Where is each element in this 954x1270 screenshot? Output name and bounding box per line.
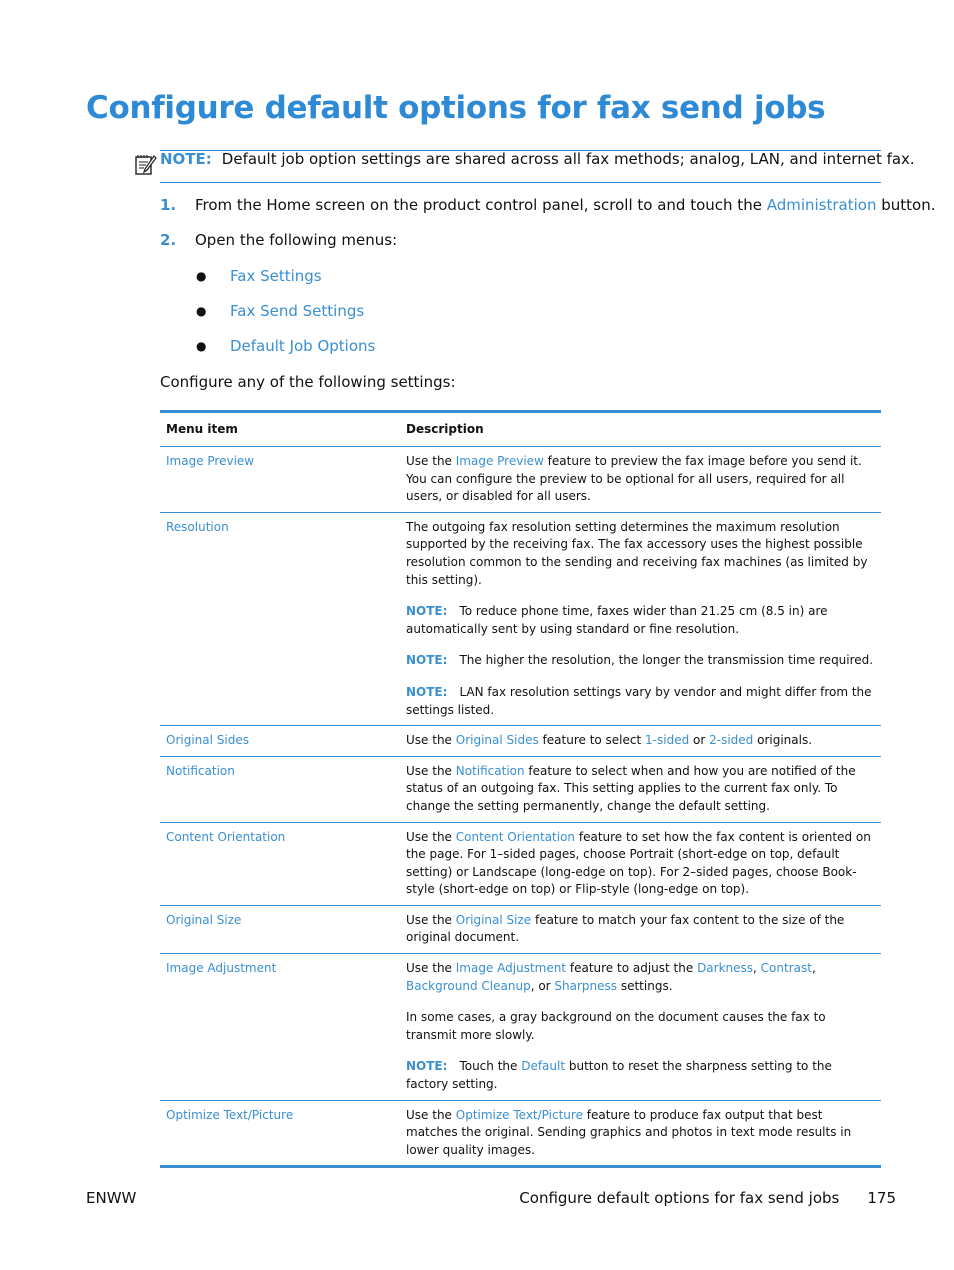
menu-item-link[interactable]: Content Orientation <box>166 829 286 844</box>
description-cell <box>400 726 881 756</box>
description-cell <box>400 954 881 1100</box>
table-row <box>160 823 881 906</box>
option-link[interactable]: Contrast <box>760 961 812 976</box>
note-label: NOTE: <box>406 1059 448 1074</box>
note-icon <box>134 152 158 176</box>
description-paragraph <box>406 603 877 638</box>
description-paragraph <box>406 1009 877 1044</box>
table-row <box>160 954 881 1101</box>
description-cell <box>400 906 881 953</box>
option-link[interactable]: Default <box>521 1059 566 1074</box>
table-row <box>160 726 881 757</box>
description-cell <box>400 513 881 725</box>
option-link[interactable]: Image Preview <box>455 454 544 468</box>
description-text: Use the <box>406 912 456 927</box>
description-paragraph <box>406 453 877 506</box>
description-text: feature to match your fax content to the size of the original document. <box>406 912 845 945</box>
description-text: button to reset the sharpness setting to the factory setting. <box>406 1059 832 1092</box>
bullet-icon: ● <box>196 339 207 353</box>
note <box>160 150 915 170</box>
administration-link[interactable]: Administration <box>766 196 877 214</box>
option-link[interactable]: Notification <box>455 763 525 778</box>
description-paragraph <box>406 732 877 750</box>
option-link[interactable]: Image Adjustment <box>455 961 567 976</box>
page-number: 175 <box>867 1189 896 1207</box>
menu-item-cell <box>160 906 400 953</box>
menu-item-link[interactable]: Original Sides <box>166 733 249 748</box>
step-1 <box>160 196 935 214</box>
menu-item-link[interactable]: Notification <box>166 763 235 778</box>
step-number: 1. <box>160 196 177 214</box>
note-bottom-rule <box>160 182 881 183</box>
description-text: LAN fax resolution settings vary by vendor and might differ from the settings listed. <box>406 684 872 717</box>
description-text: Use the <box>406 733 456 748</box>
option-link[interactable]: Original Sides <box>455 733 539 748</box>
description-text: Use the <box>406 454 456 468</box>
menu-item-link[interactable]: Optimize Text/Picture <box>166 1107 294 1122</box>
bullet-icon: ● <box>196 304 207 318</box>
description-text: settings. <box>617 978 673 993</box>
description-paragraph <box>406 960 877 995</box>
description-text: , <box>811 961 816 976</box>
page-title: Configure default options for fax send jobs <box>86 90 826 126</box>
description-text: feature to select when and how you are notified of the status of an outgoing fax. This setting applies to the current fax only. To change the setting permanently, change the default setting. <box>406 763 856 813</box>
bullet-icon: ● <box>196 269 207 283</box>
step-2 <box>160 231 397 249</box>
option-link[interactable]: Background Cleanup <box>406 978 531 993</box>
step-text: Open the following menus: <box>195 231 398 249</box>
description-text: In some cases, a gray background on the document causes the fax to transmit more slowly. <box>406 1010 826 1042</box>
description-text: Use the <box>406 1107 456 1122</box>
menu-link-default-job-options[interactable]: Default Job Options <box>230 337 376 355</box>
description-text: feature to preview the fax image before you send it. You can configure the preview to be optional for all users, required for all users, or disabled for all users. <box>406 454 862 504</box>
description-paragraph <box>406 1058 877 1093</box>
description-text: The higher the resolution, the longer the transmission time required. <box>459 653 874 668</box>
option-link[interactable]: Optimize Text/Picture <box>455 1107 583 1122</box>
description-cell <box>400 757 881 822</box>
menu-link-fax-settings[interactable]: Fax Settings <box>230 267 322 285</box>
menu-item-link[interactable]: Image Preview <box>166 454 255 468</box>
menu-item-link[interactable]: Resolution <box>166 519 229 534</box>
menu-item-link[interactable]: Original Size <box>166 912 242 927</box>
menu-bullet-item <box>196 302 364 320</box>
description-text: feature to adjust the <box>566 961 698 976</box>
table-body <box>160 447 881 1165</box>
description-cell <box>400 1101 881 1166</box>
menu-item-cell <box>160 823 400 905</box>
note-text: Default job option settings are shared across all fax methods; analog, LAN, and internet fax. <box>221 150 915 168</box>
description-text: feature to set how the fax content is oriented on the page. For 1–sided pages, choose Portrait (short-edge on top, default setting) or Landscape (long-edge on top). For 2–sided pages, choose Book-style (short-edge on top) or Flip-style (long-edge on top). <box>406 829 871 897</box>
column-header-menu-item: Menu item <box>166 421 238 436</box>
description-text: feature to produce fax output that best matches the original. Sending graphics and photos in text mode results in lower quality images. <box>406 1107 852 1157</box>
note-label: NOTE: <box>406 604 448 619</box>
description-text: originals. <box>753 733 813 748</box>
description-text: Touch the <box>459 1059 522 1074</box>
description-paragraph <box>406 684 877 719</box>
option-link[interactable]: Original Size <box>455 912 532 927</box>
description-paragraph <box>406 763 877 816</box>
option-link[interactable]: Sharpness <box>554 978 618 993</box>
menu-item-cell <box>160 513 400 725</box>
footer-chapter-title: Configure default options for fax send jobs <box>519 1189 840 1207</box>
option-link[interactable]: Content Orientation <box>455 829 576 844</box>
settings-table <box>160 410 881 1168</box>
table-row <box>160 757 881 823</box>
note-label: NOTE: <box>406 684 448 699</box>
description-text: Use the <box>406 829 456 844</box>
menu-item-link[interactable]: Image Adjustment <box>166 961 277 976</box>
menu-item-cell <box>160 726 400 756</box>
menu-item-cell <box>160 447 400 512</box>
table-header <box>160 413 881 447</box>
description-text: To reduce phone time, faxes wider than 21.25 cm (8.5 in) are automatically sent by using standard or fine resolution. <box>406 604 828 636</box>
menu-link-fax-send-settings[interactable]: Fax Send Settings <box>230 302 365 320</box>
footer-left: ENWW <box>86 1189 137 1207</box>
description-text: , or <box>530 978 555 993</box>
description-paragraph <box>406 519 877 589</box>
description-text: feature to select <box>538 733 646 748</box>
option-link[interactable]: Darkness <box>697 961 754 976</box>
description-paragraph <box>406 652 877 670</box>
menu-bullet-item <box>196 337 375 355</box>
table-row <box>160 447 881 513</box>
menu-item-cell <box>160 757 400 822</box>
menu-item-cell <box>160 1101 400 1166</box>
step-number: 2. <box>160 231 177 249</box>
footer-right <box>519 1189 896 1207</box>
step-text: From the Home screen on the product control panel, scroll to and touch the <box>195 196 767 214</box>
settings-intro: Configure any of the following settings: <box>160 373 456 391</box>
description-cell <box>400 447 881 512</box>
table-row <box>160 513 881 726</box>
note-label: NOTE: <box>160 150 212 168</box>
description-paragraph <box>406 1107 877 1160</box>
description-text: , <box>753 961 761 976</box>
description-text: or <box>689 733 710 748</box>
table-row <box>160 1101 881 1166</box>
column-header-description: Description <box>406 421 484 436</box>
description-text: Use the <box>406 763 456 778</box>
step-text-end: button. <box>876 196 936 214</box>
option-link[interactable]: 1-sided <box>645 733 690 748</box>
description-cell <box>400 823 881 905</box>
description-text: The outgoing fax resolution setting determines the maximum resolution supported by the receiving fax. The fax accessory uses the highest possible resolution common to the sending and receiving fax machines (as limited by this setting). <box>406 519 868 587</box>
table-row <box>160 906 881 954</box>
description-paragraph <box>406 829 877 899</box>
note-label: NOTE: <box>406 653 448 668</box>
description-text: Use the <box>406 961 456 976</box>
menu-bullet-item <box>196 267 322 285</box>
option-link[interactable]: 2-sided <box>709 733 754 748</box>
description-paragraph <box>406 912 877 947</box>
menu-item-cell <box>160 954 400 1100</box>
